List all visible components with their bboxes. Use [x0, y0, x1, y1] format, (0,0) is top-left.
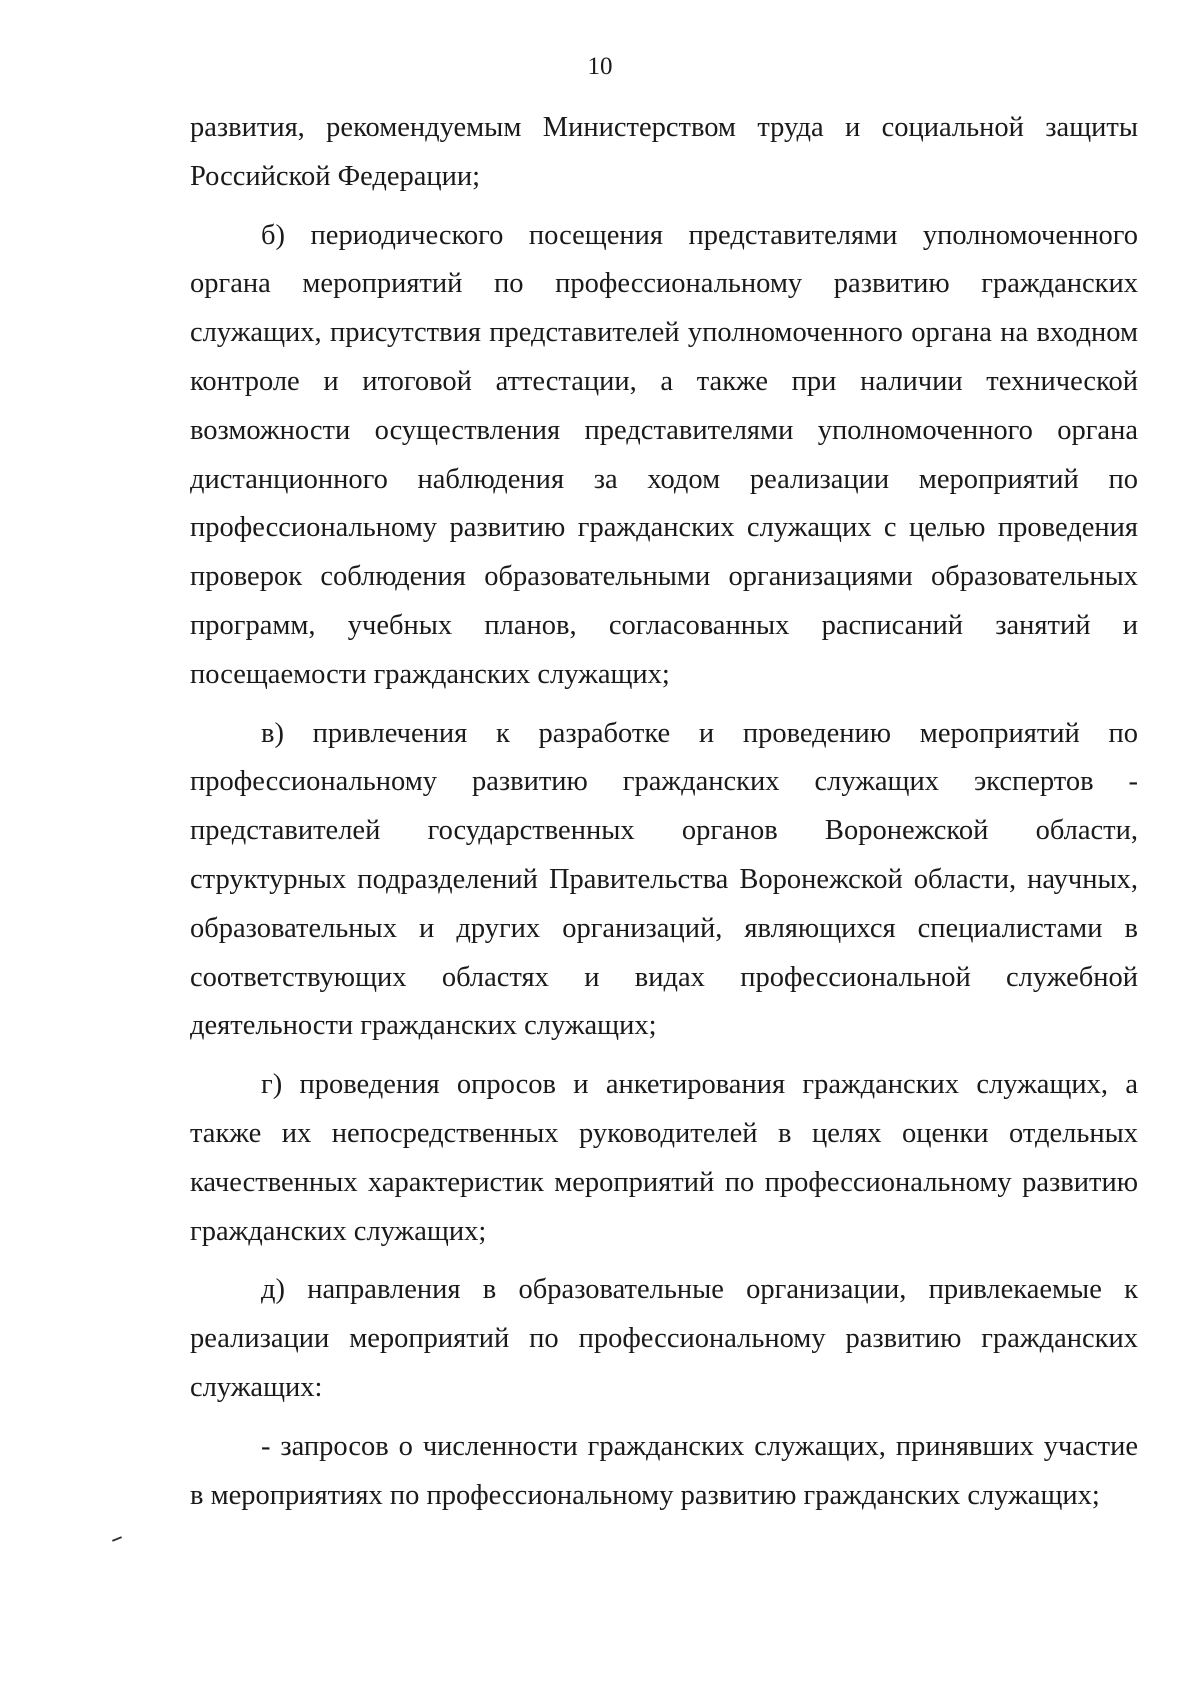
document-body: [190, 104, 1138, 1530]
page-number: 10: [587, 53, 613, 80]
scan-mark: [112, 1536, 122, 1542]
paragraph-continuation: развития, рекомендуемым Министерством труда и социальной защиты Российской Федерации;: [190, 112, 1138, 192]
paragraph-item-d-subitem: - запросов о численности гражданских служащих, принявших участие в мероприятиях по профессиональному развитию гражданских служащих;: [190, 1430, 1138, 1511]
paragraph-item-g: г) проведения опросов и анкетирования гражданских служащих, а также их непосредственных руководителей в целях оценки отдельных качественных характеристик мероприятий по профессиональному развитию гражданских служащих;: [190, 1069, 1138, 1247]
paragraph-item-b: б) периодического посещения представителями уполномоченного органа мероприятий по профессиональному развитию гражданских служащих, присутствия представителей уполномоченного органа на входном контроле и итоговой аттестации, а также при наличии технической возможности осуществления представителями уполномоченного органа дистанционного наблюдения за ходом реализации мероприятий по профессиональному развитию гражданских служащих с целью проведения проверок соблюдения образовательными организациями образовательных программ, учебных планов, согласованных расписаний занятий и посещаемости гражданских служащих;: [190, 219, 1138, 690]
paragraph-item-v: в) привлечения к разработке и проведению мероприятий по профессиональному развитию гражданских служащих экспертов - представителей государственных органов Воронежской области, структурных подразделений Правительства Воронежской области, научных, образовательных и других организаций, являющихся специалистами в соответствующих областях и видах профессиональной служебной деятельности гражданских служащих;: [190, 717, 1138, 1042]
paragraph-item-d: д) направления в образовательные организации, привлекаемые к реализации мероприятий по профессиональному развитию гражданских служащих:: [190, 1274, 1138, 1403]
